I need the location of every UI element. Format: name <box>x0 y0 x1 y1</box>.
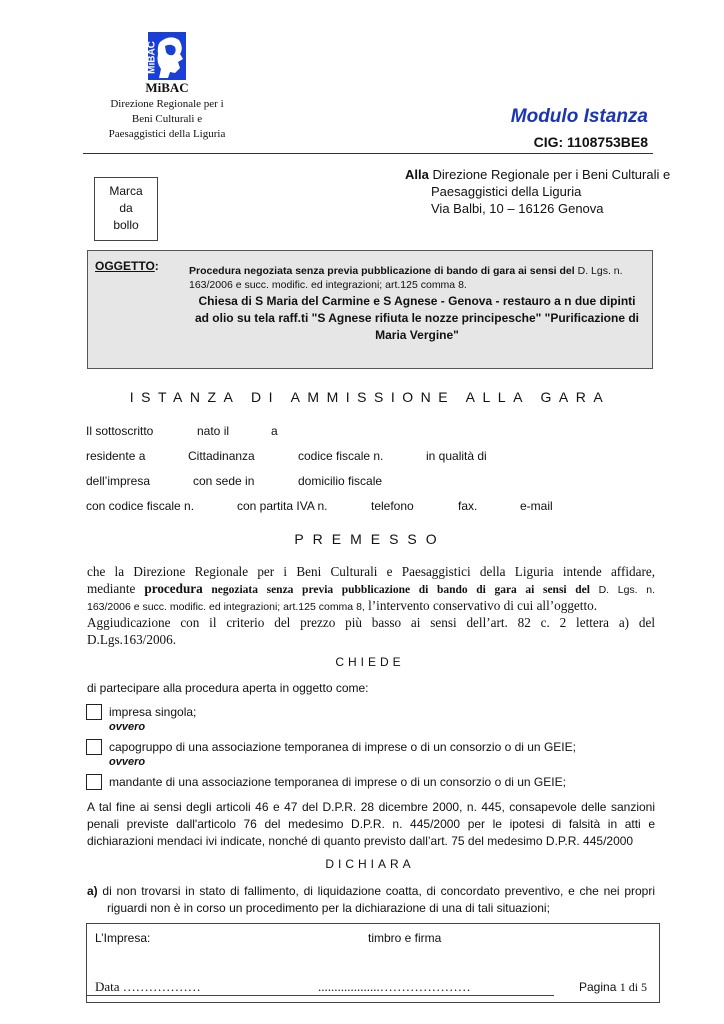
page-total: 5 <box>641 980 648 994</box>
alla-label: Alla <box>405 167 429 182</box>
dichiara-a-line-2: riguardi non è in corso un procedimento per la dichiarazione di una di tali situazioni; <box>107 901 550 915</box>
option-checkbox-capogruppo[interactable] <box>86 739 102 755</box>
oggetto-procedure-bold: Procedura negoziata senza previa pubblicazione di bando di gara ai sensi del <box>189 265 575 277</box>
oggetto-subject-line-3: Maria Vergine" <box>375 328 459 342</box>
recipient-address-line-3: Via Balbi, 10 – 16126 Genova <box>431 201 604 216</box>
premesso-line-3 <box>87 598 655 614</box>
ovvero-label-2: ovvero <box>109 756 146 768</box>
field-codice-fiscale: codice fiscale n. <box>298 449 384 463</box>
bollo-line-1: Marca <box>109 184 143 198</box>
option-label-mandante: mandante di una associazione temporanea di imprese o di un consorzio o di un GEIE; <box>109 775 566 789</box>
premesso-line-1: che la Direzione Regionale per i Beni Culturali e Paesaggistici della Liguria intende affidare, <box>87 564 655 579</box>
page-number: 1 <box>619 980 626 994</box>
premesso-line-5: D.Lgs.163/2006. <box>87 632 177 647</box>
oggetto-label <box>95 259 159 273</box>
fine-line-2: penali previste dall'articolo 76 del medesimo D.P.R. n. 445/2000 per le ipotesi di falsità in atti e <box>87 817 655 831</box>
premesso-mediante: mediante <box>87 581 145 596</box>
form-title: Modulo Istanza <box>510 106 648 127</box>
istanza-heading: ISTANZA DI AMMISSIONE ALLA GARA <box>129 389 611 405</box>
chiede-intro: di partecipare alla procedura aperta in oggetto come: <box>87 681 369 695</box>
oggetto-label-text: OGGETTO <box>95 259 155 273</box>
option-label-capogruppo: capogruppo di una associazione temporanea di imprese o di un consorzio o di un GEIE; <box>109 740 576 754</box>
oggetto-colon: : <box>154 259 159 273</box>
field-cittadinanza: Cittadinanza <box>188 449 255 463</box>
impresa-label: L’Impresa: <box>95 931 151 945</box>
field-sede: con sede in <box>193 474 255 488</box>
premesso-line-4: Aggiudicazione con il criterio del prezzo più basso ai sensi dell’art. 82 c. 2 lettera a) del <box>87 615 655 630</box>
option-label-impresa-singola: impresa singola; <box>109 705 197 719</box>
oggetto-procedure-line-1 <box>189 265 645 277</box>
ovvero-label-1: ovvero <box>109 721 146 733</box>
field-residente: residente a <box>86 449 146 463</box>
page-indicator <box>579 980 647 995</box>
dichiara-a-text: di non trovarsi in stato di fallimento, di liquidazione coatta, di concordato preventivo, e che nei propri <box>97 884 655 898</box>
premesso-procedura-desc: negoziata senza previa pubblicazione di bando di gara ai sensi del <box>202 584 590 596</box>
dichiara-heading: DICHIARA <box>325 857 415 871</box>
org-line-2: Beni Culturali e <box>131 113 203 125</box>
logo-wordmark: MiBAC <box>145 80 189 95</box>
field-sottoscritto: Il sottoscritto <box>86 424 154 438</box>
recipient-address-line-1 <box>405 167 670 182</box>
header-divider <box>83 153 653 154</box>
marca-da-bollo-box <box>94 177 158 241</box>
data-field[interactable]: Data ……………… <box>95 979 201 994</box>
bollo-line-2: da <box>119 201 133 215</box>
footer-underline <box>86 995 554 996</box>
option-checkbox-impresa-singola[interactable] <box>86 704 102 720</box>
bollo-line-3: bollo <box>113 218 139 232</box>
field-nato-il: nato il <box>197 424 230 438</box>
fine-line-1: A tal fine ai sensi degli articoli 46 e 47 del D.P.R. 28 dicembre 2000, n. 445, consapevole delle sanzioni <box>87 800 655 814</box>
timbro-firma-label: timbro e firma <box>368 931 442 945</box>
premesso-norma: 163/2006 e succ. modific. ed integrazioni; art.125 comma 8, <box>87 601 365 613</box>
field-impresa: dell’impresa <box>86 474 151 488</box>
page-word: Pagina <box>579 980 620 994</box>
field-partita-iva: con partita IVA n. <box>237 499 328 513</box>
dichiara-a-line-1 <box>87 884 655 898</box>
field-fax: fax. <box>458 499 478 513</box>
logo-vertical-text: MiBAC <box>146 41 158 74</box>
mibac-logo <box>148 32 186 80</box>
field-domicilio: domicilio fiscale <box>298 474 383 488</box>
field-telefono: telefono <box>371 499 414 513</box>
premesso-heading: PREMESSO <box>294 531 446 547</box>
dichiara-a-label: a) <box>87 884 98 898</box>
field-email: e-mail <box>520 499 553 513</box>
premesso-procedura: procedura <box>144 581 203 596</box>
recipient-name: Direzione Regionale per i Beni Culturali e <box>432 167 671 182</box>
oggetto-subject-line-2: ad olio su tela raff.ti "S Agnese rifiuta le nozze principesche" "Purificazione di <box>194 311 640 325</box>
option-checkbox-mandante[interactable] <box>86 774 102 790</box>
cig-code: CIG: 1108753BE8 <box>533 134 648 150</box>
premesso-intervento: l’intervento conservativo di cui all’oggetto. <box>364 598 598 613</box>
field-luogo-nascita: a <box>271 424 278 438</box>
field-codice-fiscale-impresa: con codice fiscale n. <box>86 499 195 513</box>
oggetto-subject-line-1: Chiesa di S Maria del Carmine e S Agnese - Genova - restauro a n due dipinti <box>198 294 636 308</box>
oggetto-procedure-line-2: 163/2006 e succ. modific. ed integrazioni; art.125 comma 8. <box>189 279 467 291</box>
page-of: di <box>625 980 642 994</box>
fine-line-3: dichiarazioni mendaci ivi indicate, nonché di quanto previsto dall’art. 75 del medesimo D.P.R. 445/2000 <box>87 834 634 848</box>
field-qualita: in qualità di <box>426 449 487 463</box>
recipient-address-line-2: Paesaggistici della Liguria <box>431 184 582 199</box>
premesso-line-2 <box>87 581 655 597</box>
chiede-heading: CHIEDE <box>335 655 405 669</box>
signature-field[interactable]: ...................………………… <box>318 979 471 994</box>
org-line-1: Direzione Regionale per i <box>110 98 224 110</box>
org-line-3: Paesaggistici della Liguria <box>108 128 226 140</box>
oggetto-procedure-tail: D. Lgs. n. <box>574 265 623 277</box>
premesso-dlgs: D. Lgs. n. <box>589 584 656 596</box>
